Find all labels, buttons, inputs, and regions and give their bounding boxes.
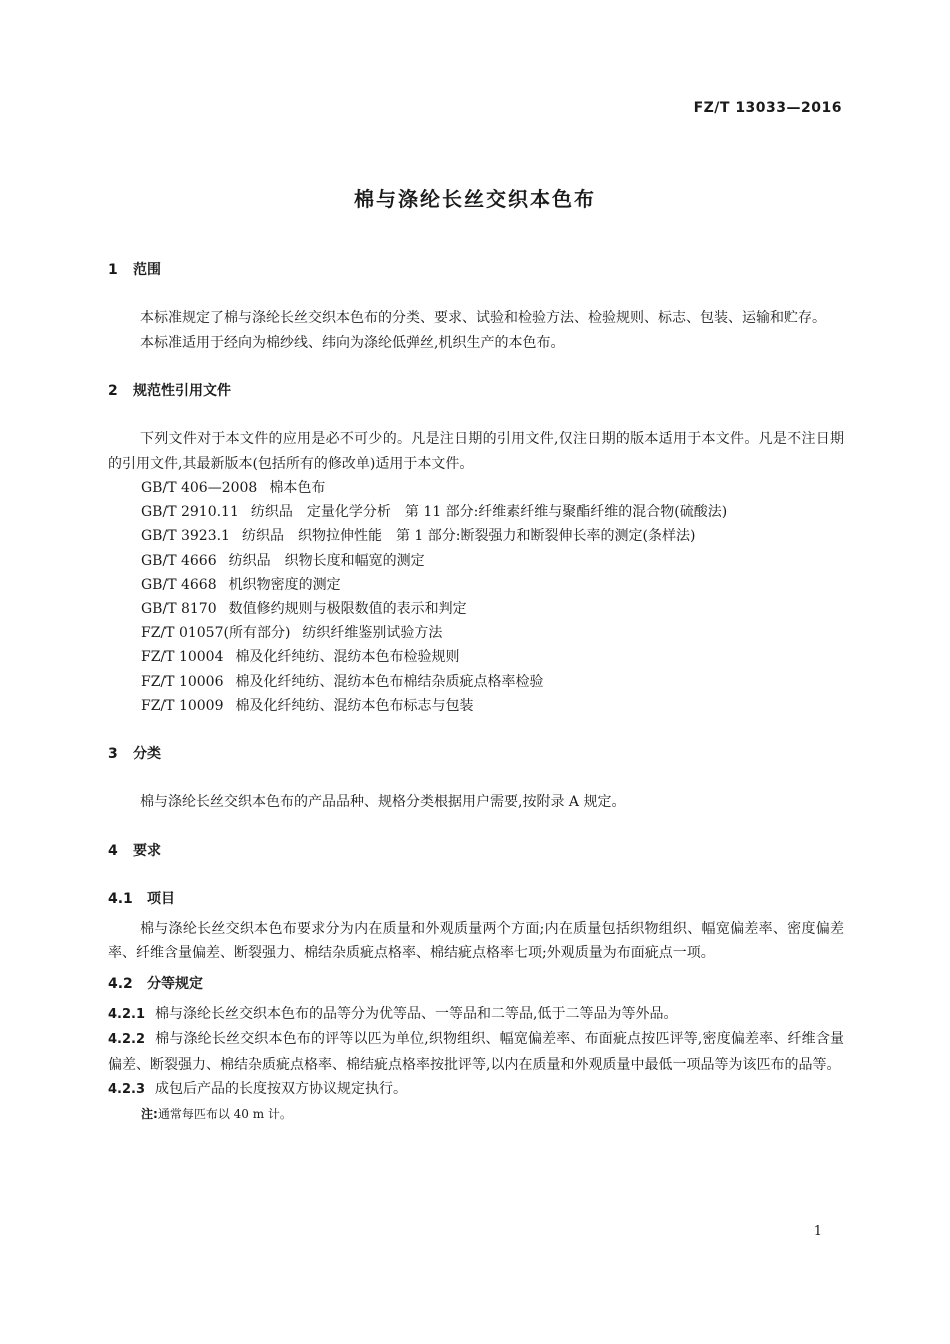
reference-name: 棉及化纤纯纺、混纺本色布标志与包装 xyxy=(235,697,474,714)
clause-number: 4.2.1 xyxy=(108,1006,146,1022)
reference-code: GB/T 8170 xyxy=(141,601,217,618)
section-3-heading xyxy=(108,742,844,766)
reference-item xyxy=(108,500,844,524)
reference-item xyxy=(108,573,844,597)
reference-name: 棉及化纤纯纺、混纺本色布检验规则 xyxy=(235,649,460,666)
paragraph: 棉与涤纶长丝交织本色布的产品品种、规格分类根据用户需要,按附录 A 规定。 xyxy=(140,794,626,811)
reference-name: 数值修约规则与极限数值的表示和判定 xyxy=(228,601,467,618)
reference-name: 纺织品 织物拉伸性能 第 1 部分:断裂强力和断裂伸长率的测定(条样法) xyxy=(241,528,696,545)
reference-code: GB/T 3923.1 xyxy=(141,528,230,545)
subsection-title: 项目 xyxy=(147,890,175,907)
standard-number: FZ/T 13033—2016 xyxy=(693,100,842,116)
subsection-number: 4.2 xyxy=(108,975,133,992)
section-1-heading xyxy=(108,258,844,282)
reference-item xyxy=(108,621,844,645)
section-number: 1 xyxy=(108,262,118,278)
paragraph: 棉与涤纶长丝交织本色布要求分为内在质量和外观质量两个方面;内在质量包括织物组织、幅宽偏差率、密度偏差率、纤维含量偏差、断裂强力、棉结杂质疵点格率、棉结疵点格率七项;外观质量为布面疵点一项。 xyxy=(108,920,844,962)
reference-code: FZ/T 01057(所有部分) xyxy=(141,625,291,642)
clause-number: 4.2.3 xyxy=(108,1082,146,1098)
note xyxy=(108,1103,844,1125)
reference-name: 棉及化纤纯纺、混纺本色布棉结杂质疵点格率检验 xyxy=(235,673,544,690)
reference-item xyxy=(108,476,844,500)
clause-text: 棉与涤纶长丝交织本色布的评等以匹为单位,织物组织、幅宽偏差率、布面疵点按匹评等,密度偏差率、纤维含量偏差、断裂强力、棉结杂质疵点格率、棉结疵点格率按批评等,以内在质量和外观质量中最低一项品等为该匹布的品等。 xyxy=(108,1031,844,1073)
subsection-4-1-heading xyxy=(108,887,844,911)
note-text: 通常每匹布以 40 m 计。 xyxy=(157,1106,292,1121)
document-body xyxy=(108,258,844,1125)
paragraph: 本标准适用于经向为棉纱线、纬向为涤纶低弹丝,机织生产的本色布。 xyxy=(140,334,565,351)
reference-item xyxy=(108,549,844,573)
section-title: 规范性引用文件 xyxy=(133,383,231,399)
reference-code: GB/T 2910.11 xyxy=(141,504,239,521)
section-number: 4 xyxy=(108,842,118,859)
reference-name: 棉本色布 xyxy=(269,480,326,496)
reference-name: 纺织纤维鉴别试验方法 xyxy=(302,625,443,642)
section-number: 2 xyxy=(108,383,118,399)
section-number: 3 xyxy=(108,746,118,763)
reference-item xyxy=(108,597,844,621)
section-title: 要求 xyxy=(133,842,161,859)
reference-item xyxy=(108,524,844,548)
subsection-4-2-heading xyxy=(108,972,844,996)
clause-4-2-3 xyxy=(108,1077,844,1103)
reference-code: GB/T 406—2008 xyxy=(141,480,258,496)
clause-text: 棉与涤纶长丝交织本色布的品等分为优等品、一等品和二等品,低于二等品为等外品。 xyxy=(155,1005,678,1022)
reference-item xyxy=(108,645,844,669)
reference-item xyxy=(108,670,844,694)
subsection-number: 4.1 xyxy=(108,890,133,907)
clause-text: 成包后产品的长度按双方协议规定执行。 xyxy=(155,1081,408,1098)
clause-4-2-2 xyxy=(108,1027,844,1077)
reference-code: GB/T 4668 xyxy=(141,576,217,593)
clause-4-2-1 xyxy=(108,1002,844,1028)
reference-name: 纺织品 定量化学分析 第 11 部分:纤维素纤维与聚酯纤维的混合物(硫酸法) xyxy=(250,504,728,521)
subsection-title: 分等规定 xyxy=(147,975,203,992)
reference-code: FZ/T 10006 xyxy=(141,673,224,690)
section-4-heading xyxy=(108,839,844,863)
paragraph: 本标准规定了棉与涤纶长丝交织本色布的分类、要求、试验和检验方法、检验规则、标志、包装、运输和贮存。 xyxy=(140,310,826,326)
reference-name: 纺织品 织物长度和幅宽的测定 xyxy=(228,552,425,569)
reference-code: FZ/T 10004 xyxy=(141,649,224,666)
clause-number: 4.2.2 xyxy=(108,1032,146,1048)
note-label: 注: xyxy=(141,1106,158,1121)
reference-code: GB/T 4666 xyxy=(141,552,217,569)
paragraph: 下列文件对于本文件的应用是必不可少的。凡是注日期的引用文件,仅注日期的版本适用于本文件。凡是不注日期的引用文件,其最新版本(包括所有的修改单)适用于本文件。 xyxy=(108,431,844,472)
page-number: 1 xyxy=(813,1224,822,1239)
reference-item xyxy=(108,694,844,718)
reference-list xyxy=(108,476,844,718)
reference-name: 机织物密度的测定 xyxy=(228,576,341,593)
section-title: 范围 xyxy=(133,262,161,278)
document-title: 棉与涤纶长丝交织本色布 xyxy=(354,187,596,211)
section-2-heading xyxy=(108,379,844,403)
section-title: 分类 xyxy=(133,746,161,763)
reference-code: FZ/T 10009 xyxy=(141,697,224,714)
